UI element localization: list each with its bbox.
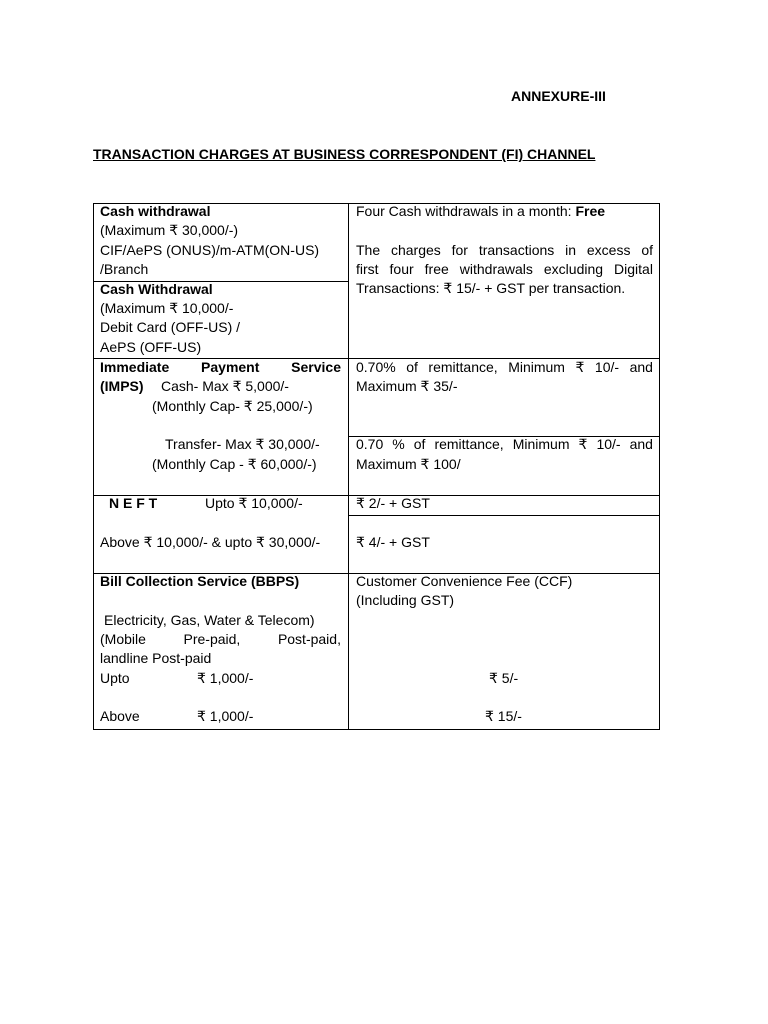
- bbps-upto-amount: ₹ 1,000/-: [197, 670, 254, 686]
- ccf-fee-upto: ₹ 5/-: [489, 670, 519, 686]
- bbps-mobile: [100, 630, 341, 649]
- ccf-gst-note: (Including GST): [356, 592, 455, 608]
- bbps-above-amount: ₹ 1,000/-: [197, 708, 254, 724]
- word: withdrawals: [459, 261, 533, 277]
- neft-slab-1: Upto ₹ 10,000/-: [205, 495, 303, 511]
- free-withdrawals-prefix: Four Cash withdrawals in a month:: [356, 203, 576, 219]
- excess-charges-line: [356, 260, 653, 279]
- cash-withdrawal-card-channel-cont: AePS (OFF-US): [100, 339, 202, 355]
- word: Service: [291, 359, 341, 375]
- word: %: [392, 436, 405, 452]
- cash-withdrawal-card-heading: Cash Withdrawal: [100, 281, 213, 297]
- word: Minimum: [512, 436, 570, 452]
- word: excess: [586, 242, 631, 258]
- word: charges: [390, 242, 441, 258]
- excess-charges-line: [356, 241, 653, 260]
- word: remittance,: [434, 436, 504, 452]
- document-title: TRANSACTION CHARGES AT BUSINESS CORRESPONDENT (FI) CHANNEL: [93, 146, 596, 162]
- word: transactions: [478, 242, 555, 258]
- word: in: [565, 242, 577, 258]
- excess-charges-line: Transactions: ₹ 15/- + GST per transaction.: [356, 280, 626, 296]
- imps-transfer-cap: (Monthly Cap - ₹ 60,000/-): [152, 456, 317, 472]
- word: Immediate: [100, 359, 170, 375]
- word: and: [629, 436, 653, 452]
- word: of: [641, 242, 653, 258]
- cash-withdrawal-channel-cont: /Branch: [100, 261, 149, 277]
- cash-withdrawal-limit: (Maximum ₹ 30,000/-): [100, 222, 239, 238]
- word: 10/-: [594, 359, 620, 375]
- annexure-label: ANNEXURE-III: [511, 88, 606, 104]
- word: of: [413, 436, 426, 452]
- neft-charge-1: ₹ 2/- + GST: [356, 495, 430, 511]
- cash-withdrawal-card-limit: (Maximum ₹ 10,000/-: [100, 300, 234, 316]
- free-label: Free: [575, 203, 606, 219]
- word: excluding: [543, 261, 604, 277]
- bbps-upto-label: Upto: [100, 670, 130, 686]
- bbps-services: Electricity, Gas, Water & Telecom): [104, 612, 315, 628]
- column-divider: [348, 203, 349, 730]
- neft-slab-2: Above ₹ 10,000/- & upto ₹ 30,000/-: [100, 534, 321, 550]
- imps-abbreviation: (IMPS): [100, 378, 144, 394]
- word: (Mobile: [100, 631, 146, 647]
- bbps-above-label: Above: [100, 708, 140, 724]
- ccf-fee-above: ₹ 15/-: [485, 708, 522, 724]
- word: Payment: [201, 359, 260, 375]
- ccf-label: Customer Convenience Fee (CCF): [356, 573, 573, 589]
- word: ₹: [575, 359, 585, 375]
- imps-transfer-charge-max: Maximum ₹ 100/: [356, 456, 461, 472]
- bbps-landline: landline Post-paid: [100, 650, 212, 666]
- imps-cash-limit: Cash- Max ₹ 5,000/-: [161, 378, 289, 394]
- word: of: [406, 359, 418, 375]
- word: The: [356, 242, 381, 258]
- word: Minimum: [508, 359, 565, 375]
- word: remittance,: [428, 359, 498, 375]
- word: ₹: [578, 436, 588, 452]
- imps-cash-charge: [356, 358, 653, 377]
- word: Post-paid,: [277, 631, 341, 647]
- cash-withdrawal-heading: Cash withdrawal: [100, 203, 211, 219]
- cash-withdrawal-card-channel: Debit Card (OFF-US) /: [100, 319, 241, 335]
- imps-transfer-charge: [356, 435, 653, 454]
- word: 10/-: [596, 436, 621, 452]
- imps-transfer-limit: Transfer- Max ₹ 30,000/-: [165, 436, 320, 452]
- imps-cash-cap: (Monthly Cap- ₹ 25,000/-): [152, 398, 313, 414]
- bbps-heading: Bill Collection Service (BBPS): [100, 573, 300, 589]
- word: free: [424, 261, 449, 277]
- word: Pre-paid,: [183, 631, 241, 647]
- word: for: [451, 242, 468, 258]
- word: Digital: [614, 261, 653, 277]
- word: and: [629, 359, 653, 375]
- word: four: [389, 261, 414, 277]
- free-withdrawals-text: [356, 202, 605, 221]
- word: 0.70%: [356, 359, 396, 375]
- word: 0.70: [356, 436, 384, 452]
- row-divider: [349, 515, 660, 516]
- imps-cash-charge-max: Maximum ₹ 35/-: [356, 378, 458, 394]
- word: first: [356, 261, 379, 277]
- neft-label: N E F T: [109, 495, 158, 511]
- imps-heading: [100, 358, 341, 377]
- neft-charge-2: ₹ 4/- + GST: [356, 534, 430, 550]
- cash-withdrawal-channel: CIF/AePS (ONUS)/m-ATM(ON-US): [100, 242, 320, 258]
